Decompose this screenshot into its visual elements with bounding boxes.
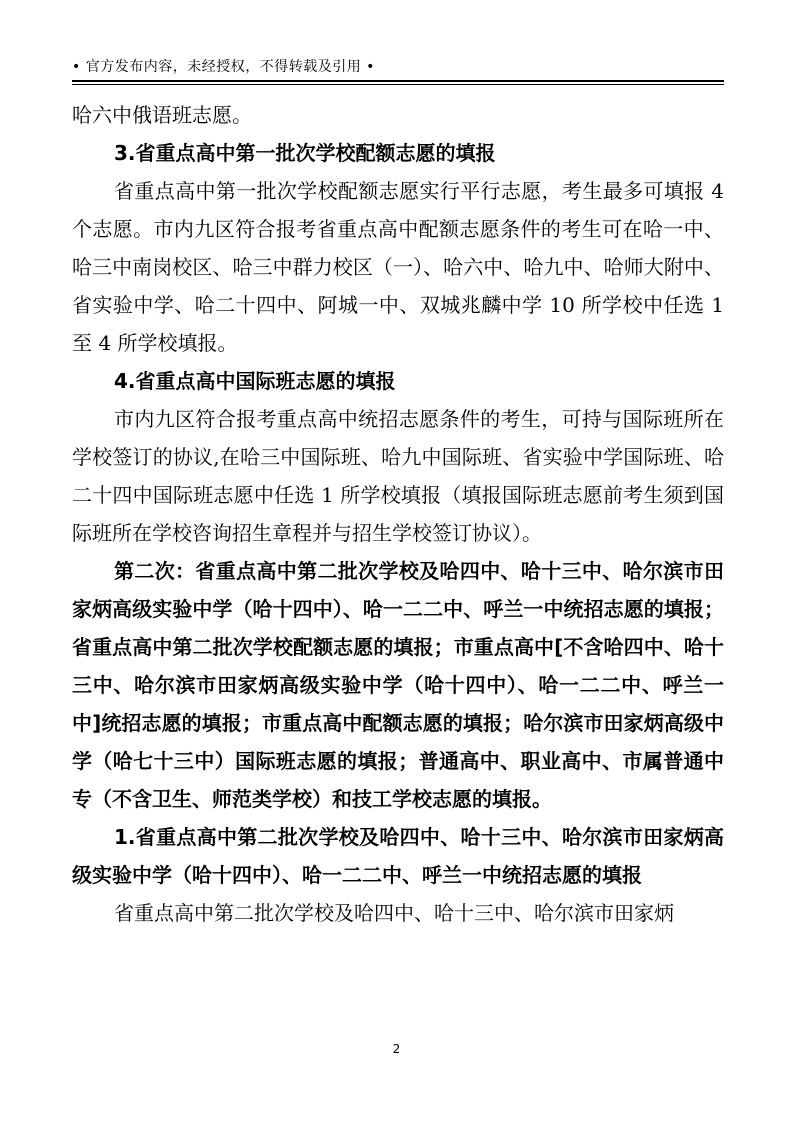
paragraph-second-batch: 省重点高中第二批次学校及哈四中、哈十三中、哈尔滨市田家炳 [114,901,674,925]
header-rule-thick [72,80,724,82]
header-rule-thin [72,84,724,85]
section-heading-1: 1.省重点高中第二批次学校及哈四中、哈十三中、哈尔滨市田家炳高级实验中学（哈十四中）、哈一二二中、呼兰一中统招志愿的填报 [72,825,724,887]
paragraph-continuation: 哈六中俄语班志愿。 [72,103,252,127]
paragraph-second-round: 第二次：省重点高中第二批次学校及哈四中、哈十三中、哈尔滨市田家炳高级实验中学（哈十四中）、哈一二二中、呼兰一中统招志愿的填报；省重点高中第二批次学校配额志愿的填报；市重点高中[不含哈四中、哈十三中、哈尔滨市田家炳高级实验中学（哈十四中）、哈一二二中、呼兰一中]统招志愿的填报；市重点高中配额志愿的填报；哈尔滨市田家炳高级中学（哈七十三中）国际班志愿的填报；普通高中、职业高中、市属普通中专（不含卫生、师范类学校）和技工学校志愿的填报。 [72,559,724,811]
section-heading-4: 4.省重点高中国际班志愿的填报 [114,369,396,393]
page-number: 2 [392,1042,401,1056]
paragraph-quota-first-batch: 省重点高中第一批次学校配额志愿实行平行志愿，考生最多可填报 4 个志愿。市内九区符合报考省重点高中配额志愿条件的考生可在哈一中、哈三中南岗校区、哈三中群力校区（一）、哈六中、哈九中、哈师大附中、省实验中学、哈二十四中、阿城一中、双城兆麟中学 10 所学校中任选 1 至 4 所学校填报。 [72,179,724,355]
copyright-notice: • 官方发布内容，未经授权，不得转载及引用 • [72,59,375,75]
document-body [72,96,724,932]
section-heading-3: 3.省重点高中第一批次学校配额志愿的填报 [114,141,496,165]
paragraph-international-class: 市内九区符合报考重点高中统招志愿条件的考生，可持与国际班所在学校签订的协议,在哈三中国际班、哈九中国际班、省实验中学国际班、哈二十四中国际班志愿中任选 1 所学校填报（填报国际班志愿前考生须到国际班所在学校咨询招生章程并与招生学校签订协议）。 [72,407,724,545]
